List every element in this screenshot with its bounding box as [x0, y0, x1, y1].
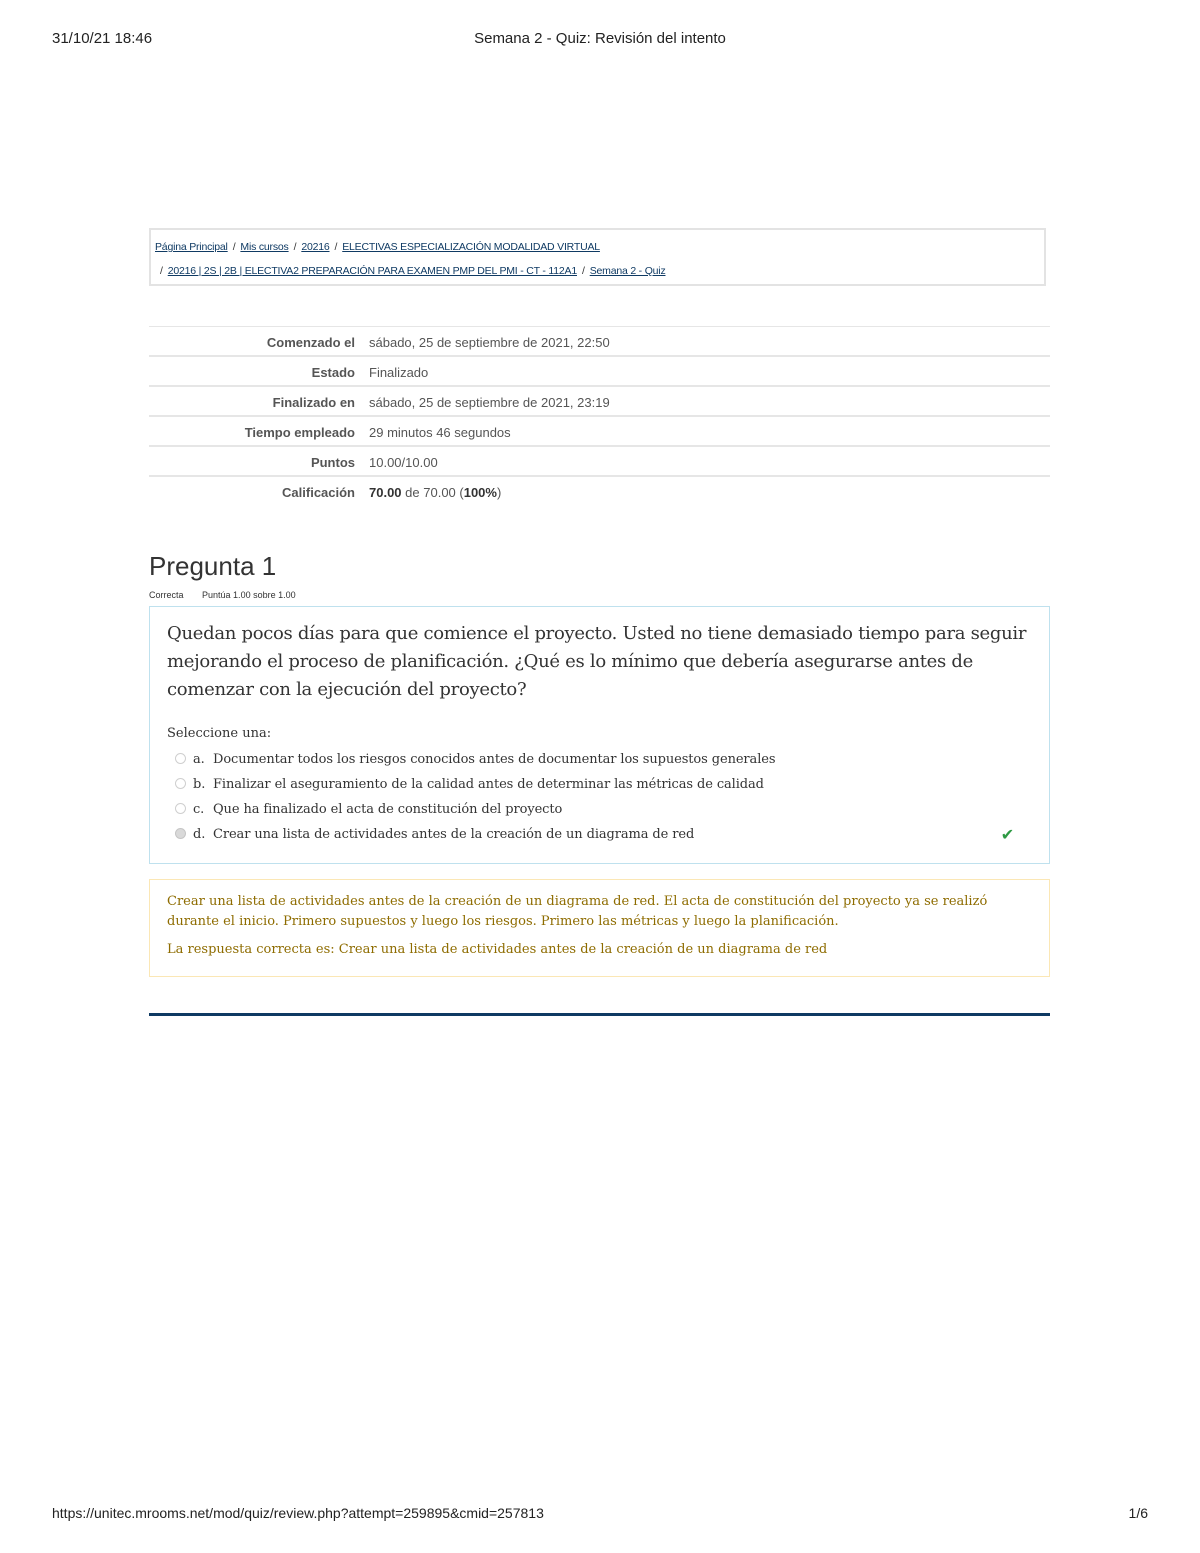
breadcrumb-line-1 [155, 236, 1040, 260]
radio-button[interactable] [175, 803, 186, 814]
breadcrumb-course-link[interactable]: 20216 | 2S | 2B | ELECTIVA2 PREPARACIÓN PARA EXAMEN PMP DEL PMI - CT - 112A1 [167, 265, 577, 277]
question-box [149, 606, 1050, 864]
select-label: Seleccione una: [167, 726, 272, 741]
grade-score: 70.00 [369, 485, 402, 500]
summary-label: Puntos [149, 446, 355, 476]
option-letter: d. [193, 827, 206, 842]
radio-button[interactable] [175, 753, 186, 764]
answer-option-d[interactable] [167, 822, 1032, 847]
summary-label: Finalizado en [149, 386, 355, 416]
print-page-number: 1/6 [1128, 1505, 1148, 1521]
answer-option-a[interactable] [167, 747, 1032, 772]
breadcrumb-period-link[interactable]: 20216 [301, 241, 330, 253]
check-icon: ✔ [1000, 825, 1014, 844]
grade-close: ) [496, 485, 502, 500]
question-text: Quedan pocos días para que comience el proyecto. Usted no tiene demasiado tiempo para seguir mejorando el proceso de planificación. ¿Qué es lo mínimo que debería asegurarse antes de comenzar con la ejecución del proyecto? [167, 623, 1027, 700]
breadcrumb-category-link[interactable]: ELECTIVAS ESPECIALIZACIÓN MODALIDAD VIRTUAL [342, 241, 600, 253]
question-points: Puntúa 1.00 sobre 1.00 [202, 590, 296, 600]
section-divider [149, 1013, 1050, 1016]
breadcrumb [149, 228, 1046, 286]
answer-option-c[interactable] [167, 797, 1032, 822]
summary-row [149, 416, 1050, 446]
answer-options [167, 747, 1032, 847]
feedback-box [149, 879, 1050, 977]
option-letter: a. [193, 752, 205, 767]
option-text: Crear una lista de actividades antes de la creación de un diagrama de red [213, 827, 695, 842]
summary-value: 29 minutos 46 segundos [355, 416, 1050, 446]
summary-row [149, 356, 1050, 386]
summary-value: Finalizado [355, 356, 1050, 386]
summary-label: Calificación [149, 476, 355, 505]
breadcrumb-my-courses-link[interactable]: Mis cursos [240, 241, 289, 253]
breadcrumb-separator: / [160, 265, 163, 277]
breadcrumb-quiz-link[interactable]: Semana 2 - Quiz [589, 265, 666, 277]
summary-grade-value [355, 476, 1050, 505]
breadcrumb-separator: / [293, 241, 297, 253]
summary-row [149, 446, 1050, 476]
grade-percent: 100% [463, 485, 497, 500]
general-feedback: Crear una lista de actividades antes de la creación de un diagrama de red. El acta de constitución del proyecto ya se realizó durante el inicio. Primero supuestos y luego los riesgos. Primero las métricas y luego la planificación. [167, 894, 988, 929]
summary-value: sábado, 25 de septiembre de 2021, 23:19 [355, 386, 1050, 416]
summary-row-grade [149, 476, 1050, 505]
print-footer [52, 1505, 1148, 1525]
summary-row [149, 386, 1050, 416]
option-letter: b. [193, 777, 206, 792]
breadcrumb-separator: / [232, 241, 236, 253]
grade-of-text: de 70.00 ( [405, 485, 464, 500]
print-url: https://unitec.mrooms.net/mod/quiz/review.php?attempt=259895&cmid=257813 [52, 1505, 544, 1521]
radio-button-selected[interactable] [175, 828, 186, 839]
right-answer: La respuesta correcta es: Crear una lista de actividades antes de la creación de un diagrama de red [167, 942, 828, 957]
attempt-summary-table [149, 326, 1050, 505]
question-title: Pregunta 1 [149, 551, 277, 581]
breadcrumb-separator: / [581, 265, 585, 277]
summary-row [149, 327, 1050, 357]
option-text: Que ha finalizado el acta de constitución del proyecto [213, 802, 563, 817]
summary-value: sábado, 25 de septiembre de 2021, 22:50 [355, 327, 1050, 357]
option-letter: c. [193, 802, 205, 817]
print-page-title: Semana 2 - Quiz: Revisión del intento [474, 30, 726, 47]
option-text: Documentar todos los riesgos conocidos antes de documentar los supuestos generales [213, 752, 776, 767]
print-header [52, 30, 1148, 50]
summary-label: Comenzado el [149, 327, 355, 357]
option-text: Finalizar el aseguramiento de la calidad antes de determinar las métricas de calidad [213, 777, 764, 792]
print-datetime: 31/10/21 18:46 [52, 30, 153, 47]
question-status: Correcta [149, 590, 184, 600]
answer-option-b[interactable] [167, 772, 1032, 797]
breadcrumb-home-link[interactable]: Página Principal [155, 241, 228, 253]
summary-value: 10.00/10.00 [355, 446, 1050, 476]
breadcrumb-separator: / [334, 241, 338, 253]
summary-label: Estado [149, 356, 355, 386]
breadcrumb-line-2 [155, 260, 1040, 284]
radio-button[interactable] [175, 778, 186, 789]
question-meta [149, 590, 312, 600]
summary-label: Tiempo empleado [149, 416, 355, 446]
